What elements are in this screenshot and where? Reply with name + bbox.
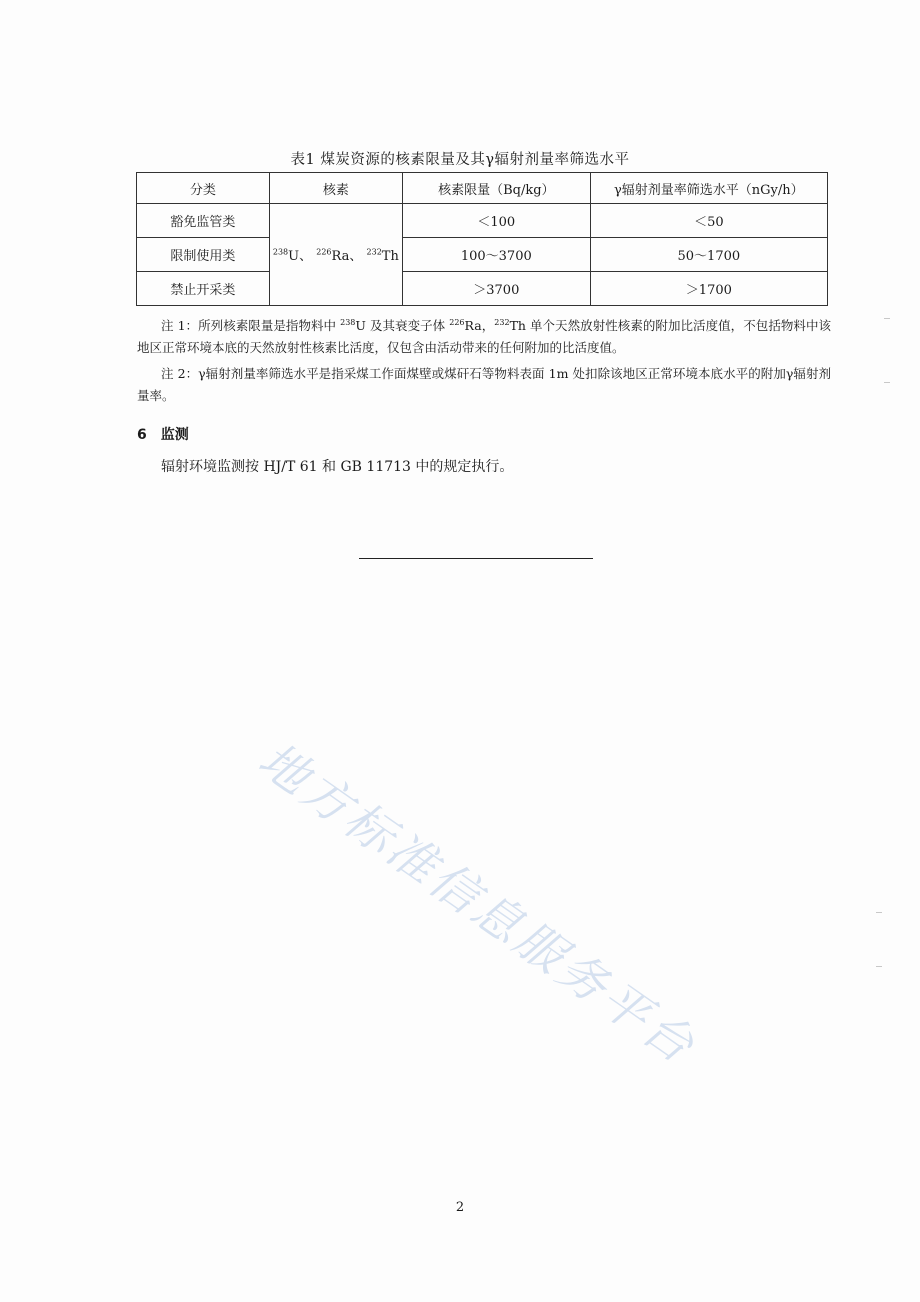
section-body: 辐射环境监测按 HJ/T 61 和 GB 11713 中的规定执行。 [161, 459, 514, 475]
header-limit: 核素限量（Bq/kg） [402, 173, 590, 204]
scan-speck [884, 318, 890, 319]
cell-dose-rate: 50～1700 [590, 238, 827, 272]
scan-speck [876, 966, 882, 967]
cell-limit: 100～3700 [402, 238, 590, 272]
table-note-2: 注 2：γ辐射剂量率筛选水平是指采煤工作面煤壁或煤矸石等物料表面 1m 处扣除该地区正常环境本底水平的附加γ辐射剂量率。 [137, 366, 831, 403]
cell-dose-rate: ＞1700 [590, 272, 827, 306]
cell-limit: ＞3700 [402, 272, 590, 306]
end-rule [359, 558, 593, 559]
cell-nuclide: $^{238}$U、 $^{226}$Ra、 $^{232}$Th [269, 204, 402, 306]
table-caption: 表1 煤炭资源的核素限量及其γ辐射剂量率筛选水平 [290, 152, 630, 168]
cell-limit: ＜100 [402, 204, 590, 238]
page-number: 2 [455, 1200, 465, 1215]
header-dose-rate: γ辐射剂量率筛选水平（nGy/h） [590, 173, 827, 204]
cell-category: 禁止开采类 [137, 272, 270, 306]
scan-speck [884, 382, 890, 383]
header-nuclide: 核素 [269, 173, 402, 204]
cell-category: 豁免监管类 [137, 204, 270, 238]
header-category: 分类 [137, 173, 270, 204]
table-row [137, 272, 828, 306]
table-header-row [137, 173, 828, 204]
section-heading: 6 监测 [137, 427, 189, 443]
table-note-1: 注 1：所列核素限量是指物料中 $^{238}$U 及其衰变子体 $^{226}$Ra，$^{232}$Th 单个天然放射性核素的附加比活度值，不包括物料中该地区正常环境本底的天然放射性核素比活度，仅包含由活动带来的任何附加的比活度值。 [137, 318, 831, 356]
nuclide-limit-table [136, 172, 828, 306]
watermark: 地方标准信息服务平台 [248, 731, 707, 1076]
cell-dose-rate: ＜50 [590, 204, 827, 238]
table-row [137, 204, 828, 238]
table-row [137, 238, 828, 272]
cell-category: 限制使用类 [137, 238, 270, 272]
scan-speck [876, 912, 882, 913]
